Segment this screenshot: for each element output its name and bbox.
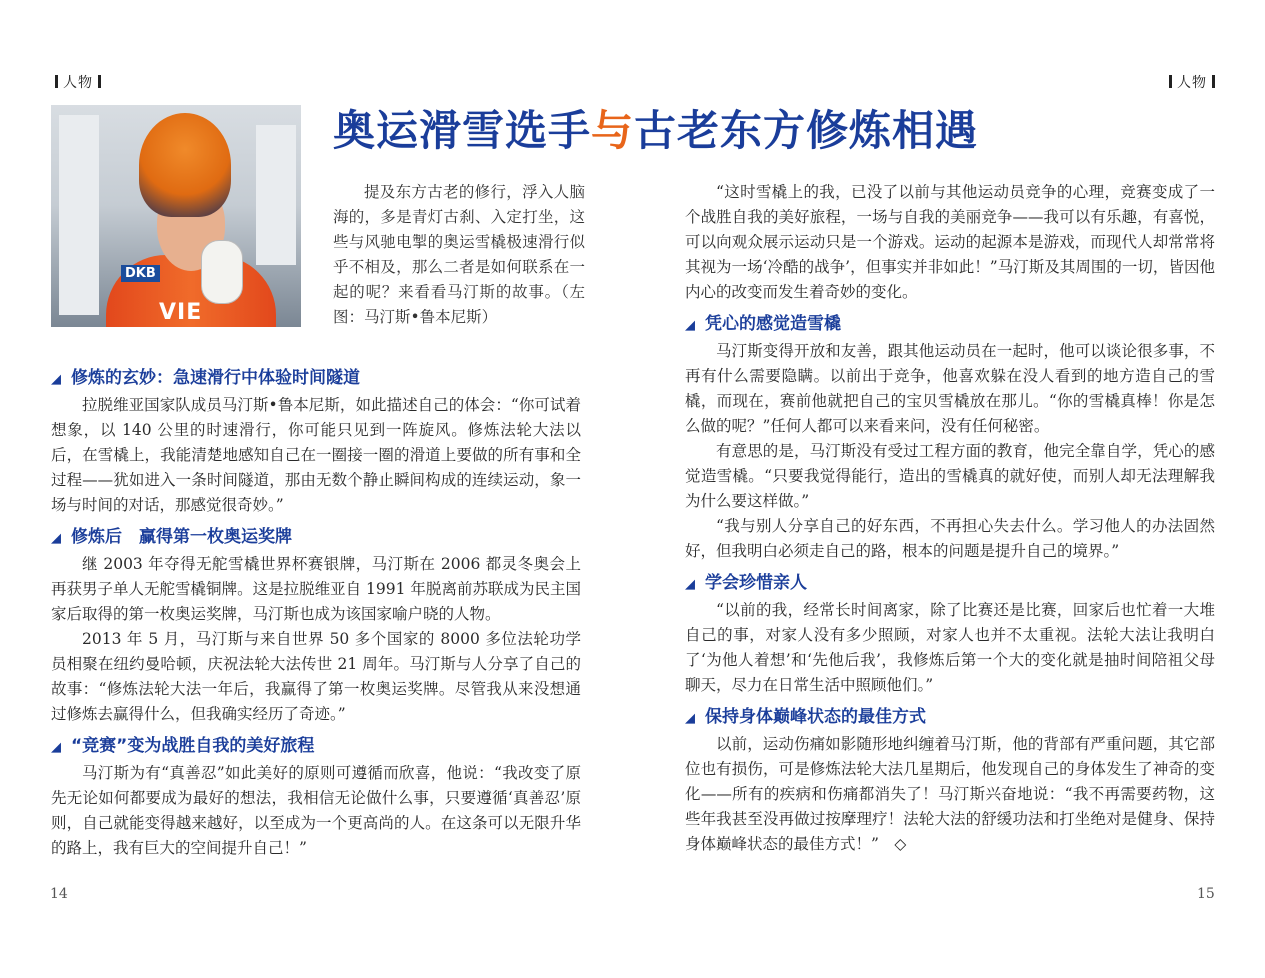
title-part1: 奥运滑雪选手 (333, 106, 592, 155)
triangle-icon: ◢ (51, 372, 61, 387)
section-heading-text: 学会珍惜亲人 (705, 573, 807, 593)
title-part2: 古老东方修炼相遇 (634, 106, 979, 155)
athlete-photo (51, 105, 301, 327)
triangle-icon: ◢ (685, 577, 695, 592)
section-heading-text: 修炼的玄妙：急速滑行中体验时间隧道 (71, 368, 360, 388)
body-paragraph: 继 2003 年夺得无舵雪橇世界杯赛银牌，马汀斯在 2006 都灵冬奥会上再获男子单人无舵雪橇铜牌。这是拉脱维亚自 1991 年脱离前苏联成为民主国家后取得的第一枚奥运奖牌，马汀斯也成为该国家喻户晓的人物。 (51, 555, 581, 623)
section-tag-right (1164, 72, 1220, 92)
section-heading-text: 保持身体巅峰状态的最佳方式 (705, 707, 926, 727)
photo-background-banner (256, 125, 296, 265)
section-heading (51, 522, 581, 552)
article-title (333, 98, 978, 158)
triangle-icon: ◢ (685, 318, 695, 333)
body-paragraph: “以前的我，经常长时间离家，除了比赛还是比赛，回家后也忙着一大堆自己的事，对家人没有多少照顾，对家人也并不太重视。法轮大法让我明白了‘为他人着想’和‘先他后我’，我修炼后第一个大的变化就是抽时间陪祖父母聊天，尽力在日常生活中照顾他们。” (685, 601, 1215, 694)
photo-suit-text: VIE (159, 300, 203, 325)
photo-glove (201, 240, 243, 304)
body-paragraph: 马汀斯变得开放和友善，跟其他运动员在一起时，他可以谈论很多事，不再有什么需要隐瞒。以前出于竞争，他喜欢躲在没人看到的地方造自己的雪橇，而现在，赛前他就把自己的宝贝雪橇放在那儿。“你的雪橇真棒！你是怎么做的呢？”任何人都可以来看来问，没有任何秘密。 (685, 342, 1215, 435)
triangle-icon: ◢ (51, 740, 61, 755)
body-paragraph: 2013 年 5 月，马汀斯与来自世界 50 多个国家的 8000 多位法轮功学员相聚在纽约曼哈顿，庆祝法轮大法传世 21 周年。马汀斯与人分享了自己的故事：“修炼法轮大法一年后，我赢得了第一枚奥运奖牌。尽管我从来没想通过修炼去赢得什么，但我确实经历了奇迹。” (51, 630, 581, 723)
section-heading-text: 修炼后 赢得第一枚奥运奖牌 (71, 527, 292, 547)
photo-helmet (139, 113, 231, 217)
body-paragraph: “我与别人分享自己的好东西，不再担心失去什么。学习他人的办法固然好，但我明白必须走自己的路，根本的问题是提升自己的境界。” (685, 517, 1215, 560)
body-paragraph: 拉脱维亚国家队成员马汀斯•鲁本尼斯，如此描述自己的体会：“你可试着想象，以 140 公里的时速滑行，你可能只见到一阵旋风。修炼法轮大法以后，在雪橇上，我能清楚地感知自己在一圈接一圈的滑道上要做的所有事和全过程——犹如进入一条时间隧道，那由无数个静止瞬间构成的连续运动，象一场与时间的对话，那感觉很奇妙。” (51, 396, 581, 514)
article-intro: 提及东方古老的修行，浮入人脑海的，多是青灯古刹、入定打坐，这些与风驰电掣的奥运雪橇极速滑行似乎不相及，那么二者是如何联系在一起的呢？来看看马汀斯的故事。（左图：马汀斯•鲁本尼斯） (333, 183, 585, 326)
body-paragraph: “这时雪橇上的我，已没了以前与其他运动员竞争的心理，竞赛变成了一个战胜自我的美好旅程，一场与自我的美丽竞争——我可以有乐趣，有喜悦，可以向观众展示运动只是一个游戏。运动的起源本是游戏，而现代人却常常将其视为一场‘冷酷的战争’，但事实并非如此！”马汀斯及其周围的一切，皆因他内心的改变而发生着奇妙的变化。 (685, 183, 1215, 301)
left-column (51, 363, 581, 861)
tag-bar-icon (55, 75, 58, 88)
photo-background-banner (59, 115, 99, 315)
section-heading (51, 363, 581, 393)
photo-sponsor-logo: DKB (121, 265, 160, 282)
section-tag-left (50, 72, 106, 92)
section-heading (685, 702, 1215, 732)
section-tag-label: 人物 (63, 75, 93, 91)
page-number-right: 15 (1197, 886, 1215, 902)
triangle-icon: ◢ (51, 531, 61, 546)
tag-bar-icon (1212, 75, 1215, 88)
tag-bar-icon (1169, 75, 1172, 88)
page-number-left: 14 (50, 886, 68, 902)
section-tag-label: 人物 (1177, 75, 1207, 91)
body-paragraph: 有意思的是，马汀斯没有受过工程方面的教育，他完全靠自学，凭心的感觉造雪橇。“只要我觉得能行，造出的雪橇真的就好使，而别人却无法理解我为什么要这样做。” (685, 442, 1215, 510)
section-heading-text: “竞赛”变为战胜自我的美好旅程 (71, 736, 315, 756)
section-heading (685, 309, 1215, 339)
body-paragraph: 以前，运动伤痛如影随形地纠缠着马汀斯，他的背部有严重问题，其它部位也有损伤，可是修炼法轮大法几星期后，他发现自己的身体发生了神奇的变化——所有的疾病和伤痛都消失了！马汀斯兴奋地说：“我不再需要药物，这些年我甚至没再做过按摩理疗！法轮大法的舒缓功法和打坐绝对是健身、保持身体巅峰状态的最佳方式！” ◇ (685, 735, 1215, 853)
body-paragraph: 马汀斯为有“真善忍”如此美好的原则可遵循而欣喜，他说：“我改变了原先无论如何都要成为最好的想法，我相信无论做什么事，只要遵循‘真善忍’原则，自己就能变得越来越好，以至成为一个更高尚的人。在这条可以无限升华的路上，我有巨大的空间提升自己！” (51, 764, 581, 857)
right-column (685, 180, 1215, 857)
triangle-icon: ◢ (685, 711, 695, 726)
section-heading-text: 凭心的感觉造雪橇 (705, 314, 841, 334)
section-heading (51, 731, 581, 761)
title-accent: 与 (591, 106, 635, 155)
section-heading (685, 568, 1215, 598)
tag-bar-icon (98, 75, 101, 88)
